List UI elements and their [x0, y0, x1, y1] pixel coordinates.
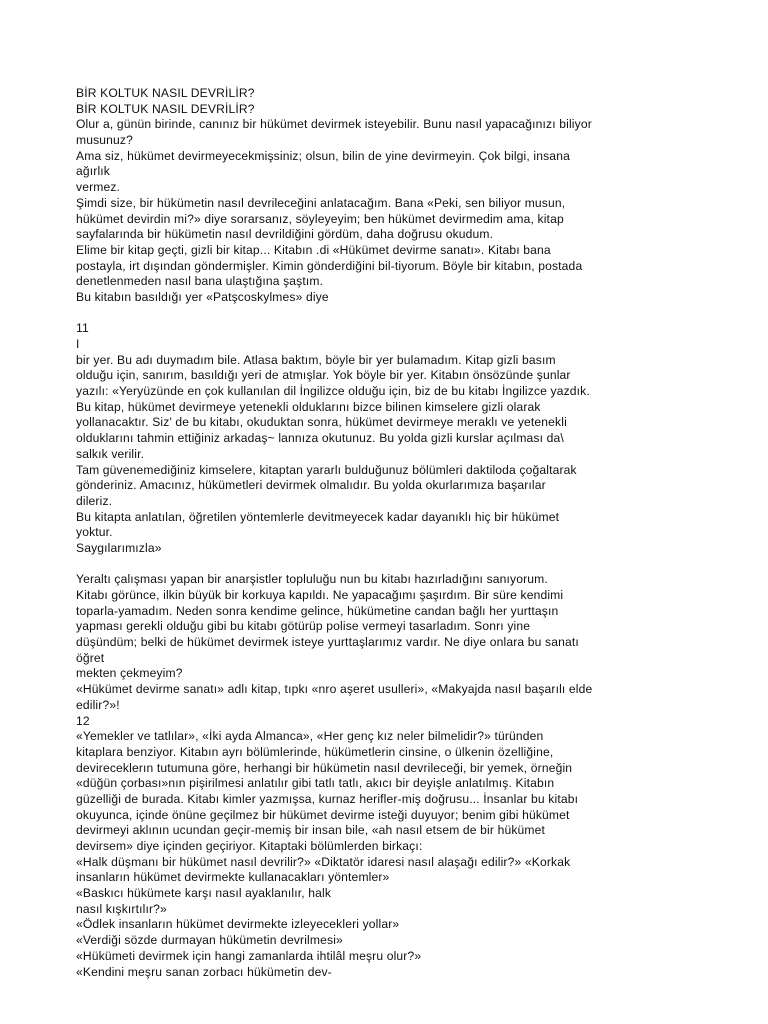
text-line: «Hükümeti devirmek için hangi zamanlarda ihtilâl meşru olur?» [76, 948, 422, 963]
text-line: bir yer. Bu adı duymadım bile. Atlasa baktım, böyle bir yer bulamadım. Kitap gizli basım [76, 352, 556, 367]
text-line: toparla-yamadım. Neden sonra kendime gelince, hükümetine candan bağlı her yurttaşın [76, 603, 559, 618]
text-line: Kitabı görünce, ilkin büyük bir korkuya kapıldı. Ne yapacağımı şaşırdım. Bir süre kendimi [76, 588, 564, 602]
blank-line [76, 557, 696, 573]
text-line: düşündüm; belki de hükümet devirmek isteye yurttaşlarımız vardır. Ne diye onlara bu sanatı [76, 635, 579, 650]
text-line: devirmeyi aklının ucundan geçir-memiş bir insan bile, «ah nasıl etsem de bir hükümet [76, 823, 546, 838]
text-line: salkık verilir. [76, 446, 145, 461]
text-line: Saygılarımızla» [76, 540, 162, 555]
blank-line [76, 306, 696, 322]
text-line: yazılı: «Yeryüzünde en çok kullanılan dil İngilizce olduğu için, biz de bu kitabı İngilizce yazdık. [76, 384, 590, 399]
text-line: olduklarını tahmin ettiğiniz arkadaş~ lannıza okutunuz. Bu yolda gizli kurslar açılması da\ [76, 431, 564, 446]
text-line: olduğu için, sanırım, basıldığı yeri de atmışlar. Yok böyle bir yer. Kitabın önsözünde şunlar [76, 368, 571, 383]
text-line: mekten çekmeyim? [76, 666, 183, 681]
text-line: musunuz? [76, 133, 133, 148]
text-line: gönderiniz. Amacınız, hükümetleri devirmek olmalıdır. Bu yolda okurlarımıza başarılar [76, 478, 546, 493]
text-line: Elime bir kitap geçti, gizli bir kitap... Kitabın .di «Hükümet devirme sanatı». Kitabı bana [76, 242, 551, 257]
text-line: yapması gerekli olduğu gibi bu kitabı götürüp polise vermeyi tasarladım. Sonrı yine [76, 619, 531, 634]
document-page [76, 86, 696, 980]
text-line: öğret [76, 650, 105, 665]
text-line: «Baskıcı hükümete karşı nasıl ayaklanılır, halk [76, 886, 332, 901]
text-line: Yeraltı çalışması yapan bir anarşistler topluluğu nun bu kitabı hazırladığını sanıyorum. [76, 572, 548, 587]
text-line: «düğün çorbası»nın pişirilmesi anlatılır gibi tatlı tatlı, akıcı bir deyişle anlatılmış. Kitabın [76, 776, 555, 791]
text-line: ağırlık [76, 164, 110, 179]
text-line: 11 [76, 321, 89, 336]
text-line: sayfalarında bir hükümetin nasıl devrildiğini gördüm, daha doğrusu okudum. [76, 227, 494, 242]
text-line: devireceklerın tutumuna göre, herhangi bir hükümetin nasıl devrileceği, bir yemek, örneğin [76, 760, 573, 775]
text-line: yollanacaktır. Siz' de bu kitabı, okuduktan sonra, hükümet devirmeye meraklı ve yetenekli [76, 415, 567, 430]
text-line: «Yemekler ve tatlılar», «İki ayda Almanca», «Her genç kız neler bilmelidir?» türünden [76, 729, 544, 744]
text-line: «Hükümet devirme sanatı» adlı kitap, tıpkı «nro aşeret usulleri», «Makyajda nasıl başarılı elde [76, 682, 593, 697]
text-line: «Halk düşmanı bir hükümet nasıl devrilir?» «Diktatör idaresi nasıl alaşağı edilir?» «Korkak [76, 854, 571, 869]
text-line: Bu kitapta anlatılan, öğretilen yöntemlerle devitmeyecek kadar dayanıklı hiç bir hükümet [76, 509, 560, 524]
text-line: hükümet devirdin mi?» diye sorarsanız, söyleyeyim; ben hükümet devirmedim ama, kitap [76, 211, 564, 226]
text-line: Ama siz, hükümet devirmeyecekmişsiniz; olsun, bilin de yine devirmeyin. Çok bilgi, insana [76, 148, 570, 163]
text-line: «Verdiği sözde durmayan hükümetin devrilmesi» [76, 933, 343, 948]
text-line: 12 [76, 713, 90, 728]
text-line: BİR KOLTUK NASIL DEVRİLİR? [76, 101, 255, 116]
text-line: postayla, irt dışından göndermişler. Kimin gönderdiğini bil-tiyorum. Böyle bir kitabın, postada [76, 258, 583, 273]
text-line: BİR KOLTUK NASIL DEVRİLİR? [76, 86, 255, 100]
text-line: I [76, 337, 80, 351]
text-line: okuyunca, içinde önüne geçilmez bir hükümet devirme isteği duyuyor; benim gibi hükümet [76, 807, 570, 822]
text-line: «Kendini meşru sanan zorbacı hükümetin dev- [76, 964, 332, 979]
text-line: kitaplara benziyor. Kitabın ayrı bölümlerinde, hükümetlerin cinsine, o ülkenin özelliğine, [76, 744, 554, 759]
text-line: denetlenmeden nasıl bana ulaştığına şaştım. [76, 274, 324, 289]
text-line: güzelliği de burada. Kitabı kimler yazmışsa, kurnaz herifler-miş doğrusu... İnsanlar bu kitabı [76, 791, 579, 806]
text-line: Olur a, günün birinde, canınız bir hükümet devirmek isteyebilir. Bunu nasıl yapacağınızı biliyor [76, 117, 592, 132]
text-line: insanların hükümet devirmekte kullanacakları yöntemler» [76, 870, 390, 885]
text-line: Bu kitap, hükümet devirmeye yetenekli olduklarını bizce bilinen kimselere gizli olarak [76, 399, 541, 414]
text-line: vermez. [76, 180, 121, 195]
text-line: Tam güvenemediğiniz kimselere, kitaptan yararlı bulduğunuz bölümleri daktiloda çoğaltarak [76, 462, 577, 477]
text-line: «Ödlek insanların hükümet devirmekte izleyecekleri yollar» [76, 917, 400, 932]
text-line: Şimdi size, bir hükümetin nasıl devrileceğini anlatacağım. Bana «Peki, sen biliyor musun, [76, 195, 566, 210]
text-line: Bu kitabın basıldığı yer «Patşcoskylmes» diye [76, 289, 329, 304]
text-line: nasıl kışkırtılır?» [76, 901, 167, 916]
text-line: devirsem» diye içinden geçiriyor. Kitaptaki bölümlerden birkaçı: [76, 839, 423, 853]
text-line: dileriz. [76, 493, 113, 508]
text-line: edilir?»! [76, 697, 120, 712]
text-line: yoktur. [76, 525, 113, 540]
